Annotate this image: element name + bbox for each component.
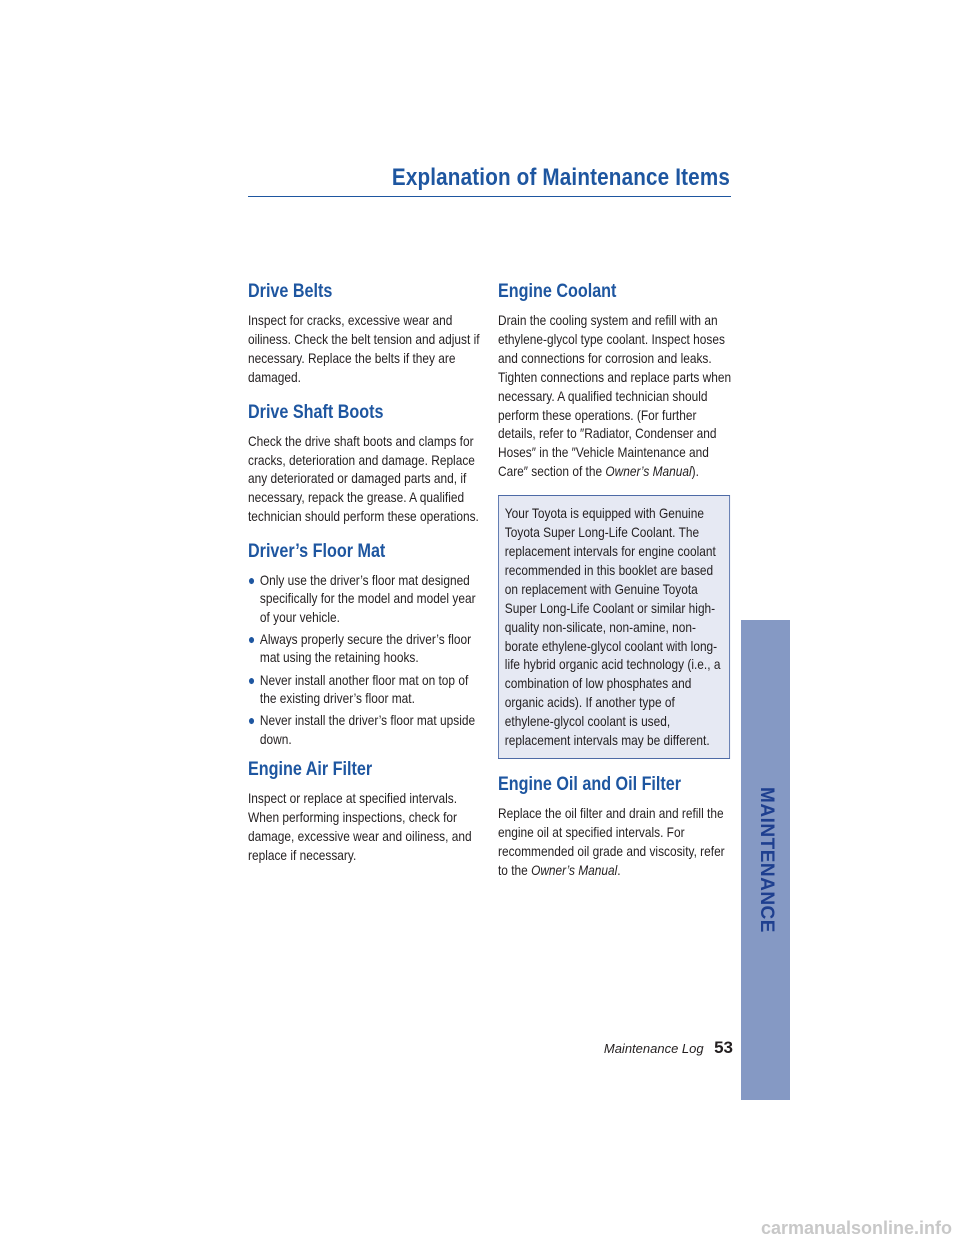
list-item-text: Only use the driver’s floor mat designed specifically for the model and model year of your vehicle. [259, 572, 476, 625]
section-body [498, 311, 732, 481]
watermark: carmanualsonline.info [760, 1218, 952, 1238]
list-item [248, 671, 481, 708]
left-column [248, 280, 480, 878]
section-heading: Engine Air Filter [248, 758, 373, 780]
side-tab-label [741, 785, 790, 935]
section-body [498, 804, 732, 880]
list-item-text: Always properly secure the driver’s floor mat using the retaining hooks. [259, 631, 472, 666]
page-footer [560, 1038, 733, 1058]
list-item [248, 711, 481, 748]
bullet-icon: ● [248, 712, 256, 729]
section-body: Check the drive shaft boots and clamps for cracks, deterioration and damage. Replace any deteriorated or damaged parts and, if necessary, repack the grease. A qualified technician should perform these operations. [248, 432, 479, 525]
section-heading: Driver’s Floor Mat [248, 541, 386, 563]
section-drivers-floor-mat [248, 540, 481, 748]
list-item [248, 630, 481, 667]
section-engine-oil [498, 773, 732, 880]
bullet-list [248, 571, 481, 748]
footer-label: Maintenance Log [603, 1041, 704, 1056]
bullet-icon: ● [248, 572, 256, 589]
section-body: Inspect for cracks, excessive wear and oiliness. Check the belt tension and adjust if necessary. Replace the belts if they are damaged. [248, 312, 480, 385]
body-text: Drain the cooling system and refill with an ethylene-glycol type coolant. Inspect hoses and connections for corrosion and leaks. Tighten connections and replace parts when necessary. A qualified technician should perform these operations. (For further details, refer to ″Radiator, Condenser and Hoses″ in the ″Vehicle Maintenance and Care″ section of the [498, 312, 732, 480]
section-drive-shaft-boots [248, 401, 481, 527]
manual-reference: Owner’s Manual [605, 463, 692, 480]
page-title: Explanation of Maintenance Items [391, 164, 730, 191]
body-text-end: . [617, 861, 621, 878]
right-column [498, 280, 731, 894]
section-body: Inspect or replace at specified intervals. When performing inspections, check for damage, excessive wear and oiliness, and replace if necessary. [248, 789, 472, 863]
section-heading: Drive Belts [248, 281, 333, 302]
list-item [248, 571, 481, 626]
section-engine-coolant [498, 280, 732, 759]
list-item-text: Never install the driver’s floor mat upside down. [259, 712, 476, 747]
coolant-note-box [498, 495, 730, 759]
section-heading: Engine Coolant [498, 281, 617, 302]
body-text-end: ). [691, 463, 699, 480]
title-divider [248, 196, 731, 197]
bullet-icon: ● [248, 631, 256, 648]
manual-reference: Owner’s Manual [531, 861, 618, 878]
section-heading: Engine Oil and Oil Filter [498, 773, 682, 795]
list-item-text: Never install another floor mat on top of the existing driver’s floor mat. [259, 671, 469, 706]
bullet-icon: ● [248, 671, 256, 688]
note-text: Your Toyota is equipped with Genuine Toyota Super Long-Life Coolant. The replacement intervals for engine coolant recommended in this booklet are based on replacement with Genuine Toyota Super Long-Life Coolant or similar high-quality non-silicate, non-amine, non-borate ethylene-glycol coolant with long-life hybrid organic acid technology (i.e., a combination of low phosphates and organic acids). If another type of ethylene-glycol coolant is used, replacement intervals may be different. [504, 505, 721, 749]
section-drive-belts [248, 280, 481, 387]
body-text: Replace the oil filter and drain and refill the engine oil at specified intervals. For recommended oil grade and viscosity, refer to the [498, 804, 725, 878]
section-engine-air-filter [248, 758, 481, 865]
side-tab-text: MAINTENANCE [755, 787, 777, 933]
section-heading: Drive Shaft Boots [248, 401, 384, 423]
page-number: 53 [714, 1038, 733, 1057]
